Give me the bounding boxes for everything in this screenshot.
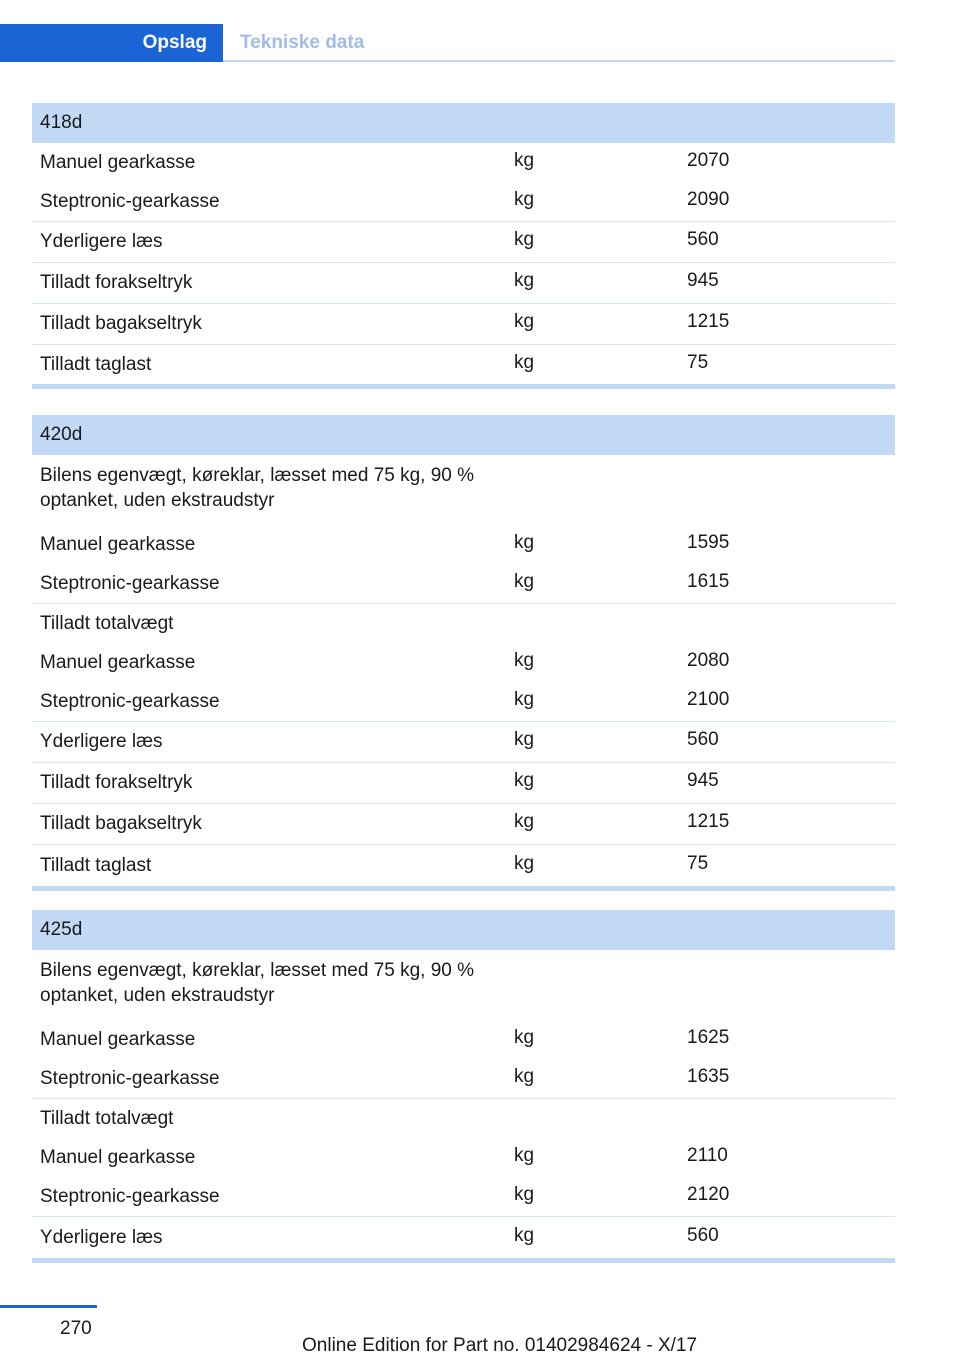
table-row	[32, 344, 895, 384]
row-unit: kg	[514, 189, 535, 210]
spec-table-420d	[32, 415, 895, 891]
table-row	[32, 682, 895, 721]
table-title: 418d	[32, 103, 895, 143]
row-unit: kg	[514, 150, 535, 171]
row-unit: kg	[514, 770, 535, 791]
row-label: Tilladt taglast	[40, 354, 152, 375]
row-label: Steptronic-gearkasse	[40, 1068, 220, 1089]
row-value: 2070	[687, 150, 730, 171]
page-number: 270	[60, 1318, 92, 1339]
row-unit: kg	[514, 1027, 535, 1048]
row-label: Yderligere læs	[40, 1227, 163, 1248]
row-label: Manuel gearkasse	[40, 1147, 196, 1168]
row-label: Manuel gearkasse	[40, 1029, 196, 1050]
row-label: Yderligere læs	[40, 231, 163, 252]
row-label: Manuel gearkasse	[40, 534, 196, 555]
row-label: Bilens egenvægt, køreklar, læsset med 75 kg, 90 % optanket, uden ekstraudstyr	[40, 465, 475, 511]
table-row	[32, 844, 895, 886]
row-label: Tilladt bagakseltryk	[40, 813, 202, 834]
row-label: Tilladt forakseltryk	[40, 272, 193, 293]
row-value: 1635	[687, 1066, 730, 1087]
table-row	[32, 721, 895, 762]
table-bottom-rule	[32, 1258, 895, 1263]
table-row	[32, 143, 895, 182]
table-row	[32, 803, 895, 844]
footer-rule	[0, 1305, 97, 1308]
section-tab-opslag[interactable]: Opslag	[0, 24, 223, 62]
row-label: Steptronic-gearkasse	[40, 191, 220, 212]
row-label: Tilladt forakseltryk	[40, 772, 193, 793]
table-row	[32, 455, 895, 525]
row-label: Tilladt taglast	[40, 855, 152, 876]
row-label: Yderligere læs	[40, 731, 163, 752]
row-label: Tilladt bagakseltryk	[40, 313, 202, 334]
row-value: 560	[687, 229, 719, 250]
table-row	[32, 1177, 895, 1216]
table-title: 425d	[32, 910, 895, 950]
row-value: 75	[687, 853, 709, 874]
row-label: Steptronic-gearkasse	[40, 573, 220, 594]
table-row	[32, 303, 895, 344]
row-unit: kg	[514, 689, 535, 710]
spec-table-425d	[32, 910, 895, 1263]
table-row	[32, 1020, 895, 1059]
row-unit: kg	[514, 1066, 535, 1087]
row-value: 1615	[687, 571, 730, 592]
table-row	[32, 762, 895, 803]
row-unit: kg	[514, 229, 535, 250]
table-row	[32, 1098, 895, 1138]
row-label: Bilens egenvægt, køreklar, læsset med 75 kg, 90 % optanket, uden ekstraudstyr	[40, 960, 475, 1006]
table-row	[32, 182, 895, 221]
row-unit: kg	[514, 729, 535, 750]
row-value: 560	[687, 729, 719, 750]
row-label: Steptronic-gearkasse	[40, 691, 220, 712]
table-title: 420d	[32, 415, 895, 455]
row-unit: kg	[514, 1225, 535, 1246]
row-unit: kg	[514, 650, 535, 671]
row-unit: kg	[514, 352, 535, 373]
row-value: 2100	[687, 689, 730, 710]
table-row	[32, 603, 895, 643]
table-row	[32, 643, 895, 682]
row-value: 75	[687, 352, 709, 373]
table-row	[32, 1138, 895, 1177]
row-value: 945	[687, 770, 719, 791]
table-row	[32, 525, 895, 564]
row-unit: kg	[514, 853, 535, 874]
row-unit: kg	[514, 1145, 535, 1166]
row-label: Manuel gearkasse	[40, 152, 196, 173]
row-label: Tilladt totalvægt	[40, 1108, 174, 1129]
row-unit: kg	[514, 270, 535, 291]
row-value: 1215	[687, 311, 730, 332]
row-value: 1595	[687, 532, 730, 553]
edition-text: Online Edition for Part no. 01402984624 - X/17	[302, 1335, 698, 1356]
header-rule	[223, 60, 895, 62]
table-row	[32, 1059, 895, 1098]
row-value: 2090	[687, 189, 730, 210]
row-value: 560	[687, 1225, 719, 1246]
row-label: Steptronic-gearkasse	[40, 1186, 220, 1207]
table-bottom-rule	[32, 886, 895, 891]
table-row	[32, 262, 895, 303]
table-row	[32, 950, 895, 1020]
section-tab-tekniske-data[interactable]: Tekniske data	[240, 32, 365, 53]
row-unit: kg	[514, 532, 535, 553]
row-value: 2120	[687, 1184, 730, 1205]
row-unit: kg	[514, 1184, 535, 1205]
row-unit: kg	[514, 571, 535, 592]
row-label: Manuel gearkasse	[40, 652, 196, 673]
table-row	[32, 1216, 895, 1258]
spec-table-418d	[32, 103, 895, 389]
table-bottom-rule	[32, 384, 895, 389]
row-label: Tilladt totalvægt	[40, 613, 174, 634]
row-unit: kg	[514, 311, 535, 332]
row-value: 2080	[687, 650, 730, 671]
table-row	[32, 564, 895, 603]
page-header	[0, 24, 895, 62]
row-value: 2110	[687, 1145, 728, 1166]
table-row	[32, 221, 895, 262]
row-value: 945	[687, 270, 719, 291]
row-unit: kg	[514, 811, 535, 832]
row-value: 1215	[687, 811, 730, 832]
row-value: 1625	[687, 1027, 730, 1048]
